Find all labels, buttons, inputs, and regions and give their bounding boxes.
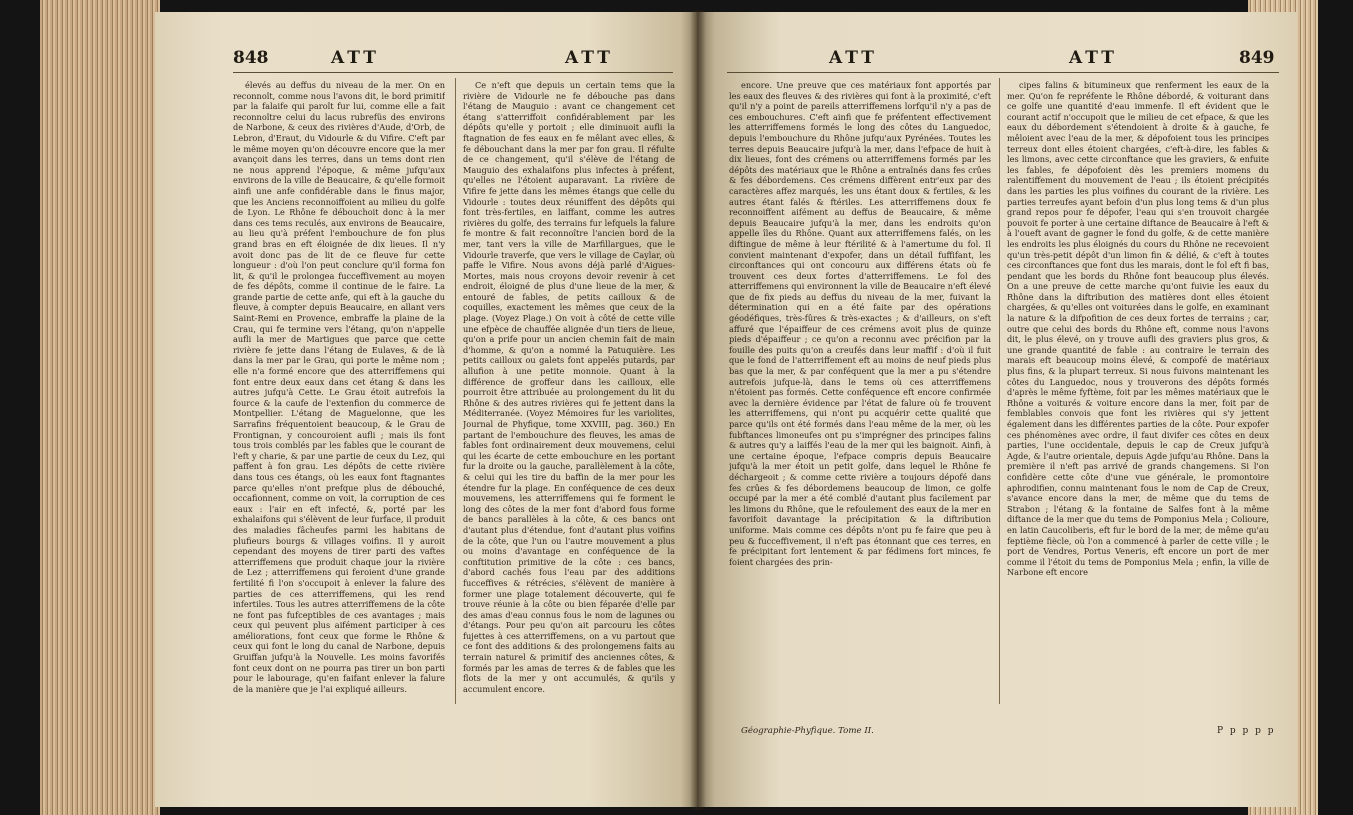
left-column-divider — [455, 78, 456, 704]
right-column-divider — [999, 78, 1000, 704]
left-page-edges — [40, 0, 160, 815]
left-column-1 — [233, 80, 445, 720]
right-page-header-1: ATT — [829, 48, 878, 68]
left-column-2 — [463, 80, 675, 720]
right-column-1 — [729, 80, 991, 720]
right-column-1-text: encore. Une preuve que ces matériaux font apportés par les eaux des fleuves & des rivières qui font à la proximité, c'eft qu'il n'y a point de pareils atterriffemens lorfqu'il n'y a pas de ces embouchures. C'eft ainfi que fe préfentent effectivement les atterriffemens formés le long des côtes du Languedoc, depuis l'embouchure du Rhône jufqu'aux Pyrénées. Toutes les terres depuis Beaucaire jufqu'à la mer, dans l'efpace de huit à dix lieues, font des crémens ou atterriffemens formés par les dépôts des matériaux que le Rhône a entraînés dans fes crûes & fes débordemens. Ces crémens diffèrent entr'eux par des caractères affez marqués, les uns étant doux & fertiles, & les autres étant falés & ftériles. Les atterriffemens doux fe reconnoiffent aifément au deffus de Beaucaire, & même depuis Beaucaire jufqu'à la mer, dans les endroits qu'on appelle îles du Rhône. Quant aux atterriffemens falés, on les diftingue de même à leur ftérilité & à l'amertume du fol. Il convient maintenant d'expofer, dans un détail fuffifant, les circonftances qui ont concouru aux différens états où fe trouvent ces deux fortes d'atterriffemens. Le fol des atterriffemens qui environnent la ville de Beaucaire n'eft élevé que de fix pieds au deffus du niveau de la mer, fuivant la détermination qui en a été faite par des opérations géodéfiques, très-fûres & très-exactes ; & d'ailleurs, on s'eft affuré que l'épaiffeur de ces crémens avoit plus de quinze pieds d'épaiffeur ; ce qu'on a reconnu avec précifion par la fouille des puits qu'on a creufés dans leur maffif : d'où il fuit que le fond de l'atterriffement eft au moins de neuf pieds plus bas que la mer, & par conféquent que la mer a pu s'étendre autrefois jufque-là, dans le tems où ces atterriffemens n'étoient pas formés. Cette conféquence eft encore confirmée avec la dernière évidence par l'état de falure où fe trouvent les atterriffemens, qui n'ont pu acquérir cette qualité que parce qu'ils ont été formés dans l'eau même de la mer, où les fubftances limoneufes ont pu s'imprégner des principes falins & autres qu'y a laiffés l'eau de la mer qui les baignoit. Ainfi, à une certaine époque, l'efpace compris depuis Beaucaire jufqu'à la mer étoit un petit golfe, dans lequel le Rhône fe déchargeoit ; & comme cette rivière a toujours dépofé dans fes crûes & fes débordemens beaucoup de limon, ce golfe occupé par la mer a été comblé d'autant plus facilement par les limons du Rhône, que le refoulement des eaux de la mer en favorifoit davantage la précipitation & la diftribution uniforme. Mais comme ces dépôts n'ont pu fe faire que peu à peu & fucceffivement, il n'eft pas étonnant que ces terres, en fe précipitant fort lentement & par fédimens fort minces, fe foient chargées des prin- — [729, 80, 991, 567]
left-column-1-text: élevés au deffus du niveau de la mer. On en reconnoît, comme nous l'avons dit, le bord primitif par la falaife qui paroît fur lui, comme elle a fait reconnoître celui du lacus rubrefüs des environs de Narbone, & ceux des rivières d'Aude, d'Orb, de Lebron, d'Eraut, du Vidourle & du Vifire. C'eft par le même moyen qu'on découvre encore que la mer avançoit dans les terres, dans un tems dont rien ne nous apprend l'époque, & même jufqu'aux environs de la ville de Beaucaire, & qu'elle formoit ainfi une anfe confidérable dans le finus major, que les Anciens reconnoiffoient au milieu du golfe de Lyon. Le Rhône fe débouchoit donc à la mer dans ces tems reculés, aux environs de Beaucaire, au lieu qu'à préfent l'embouchure de fon plus grand bras en eft éloignée de dix lieues. Il n'y avoit donc pas de lit de ce fleuve fur cette longueur : d'où l'on peut conclure qu'il forma fon lit, & qu'il le prolongea fucceffivement au moyen de fes dépôts, comme il continue de le faire. La grande partie de cette anfe, qui eft à la gauche du fleuve, à compter depuis Beaucaire, en allant vers Saint-Remi en Provence, embraffe la plaine de la Crau, qui fe termine vers l'étang, qu'on n'appelle aufli la mer de Martigues que parce que cette rivière fe jette dans l'étang de Eulaves, & de là dans la mer par le Grau, qui porte le même nom ; elle n'a formé encore que des atterriffemens qui font entre deux eaux dans cet étang & dans les autres jufqu'à Cette. Le Grau étoit autrefois la fource & la caufe de l'extenfion du commerce de Montpellier. L'étang de Maguelonne, que les Sarrafins fréquentoient beaucoup, & le Grau de Frontignan, y concouroient aufli ; mais ils font tous trois comblés par les fables que le courant de l'eft y charie, & par une partie de ceux du Lez, qui paffent à fon grau. Les dépôts de cette rivière dans tous ces étangs, où les eaux font ftagnantes parce qu'elles n'ont prefque plus de débouché, occafionnent, comme on voit, la corruption de ces eaux : l'air en eft infecté, &, porté par les exhalaifons qui s'élèvent de leur furface, il produit des maladies fâcheufes parmi les habitans de plufieurs bourgs & villages voifins. Il y auroit cependant des moyens de tirer parti des vaftes atterriffemens que produit chaque jour la rivière de Lez ; atterriffemens qui feroient d'une grande fertilité fi l'on s'occupoit à enlever la falure des parties de ces atterriffemens, qui les rend infertiles. Tous les autres atterriffemens de la côte ne font pas fufceptibles de ces avantages ; mais ceux qui peuvent plus aifément participer à ces améliorations, font ceux que forme le Rhône & ceux qui font le long du canal de Narbone, depuis Gruiffan jufqu'à la Nouvelle. Les moins favorifés font ceux dont on ne pourra pas tirer un bon parti pour le labourage, qu'en faifant enlever la falure de la manière que je l'ai expliqué ailleurs. — [233, 80, 445, 694]
left-page-header-2: ATT — [565, 48, 614, 68]
left-page — [155, 12, 697, 807]
right-page — [697, 12, 1297, 807]
right-header-rule — [727, 72, 1279, 73]
left-page-number: 848 — [233, 48, 269, 68]
right-column-2-text: cipes falins & bitumineux que renferment les eaux de la mer. Qu'on fe repréfente le Rhône débordé, & voiturant dans ce golfe une quantité d'eau immenfe. Il eft évident que le courant actif n'occupoit que le milieu de cet efpace, & que les eaux du débordement s'étendoient à droite & à gauche, fe mêloient avec l'eau de la mer, & dépofoient tous les principes terreux dont elles étoient chargées, c'eft-à-dire, les fables & les limons, avec cette circonftance que les graviers, & enfuite les fables, fe dépofoient dès les premiers momens du ralentiffement du mouvement de l'eau ; ils étoient précipités dans les parties les plus voifines du courant de la rivière. Les parties terreufes ayant befoin d'un plus long tems & d'un plus grand repos pour fe dépofer, l'eau qui s'en trouvoit chargée pouvoit fe porter à une certaine diftance de Beaucaire à l'eft & à l'oueft avant de gagner le fond du golfe, & de cette manière les endroits les plus éloignés du cours du Rhône ne recevoient qu'un très-petit dépôt d'un limon fin & délié, & c'eft à toutes ces circonftances que font dus les marais, dont le fol eft fi bas, pendant que les bords du Rhône font beaucoup plus élevés. On a une preuve de cette marche qu'ont fuivie les eaux du Rhône dans la diftribution des matières dont elles étoient chargées, & qu'elles ont voiturées dans le golfe, en examinant la nature & la difpofition de ces deux fortes de terrains ; car, outre que celui des bords du Rhône eft, comme nous l'avons dit, le plus élevé, on y trouve aufli des graviers plus gros, & une grande quantité de fable : au contraire le terrain des marais eft beaucoup moins élevé, & compofé de matériaux plus fins, & la plupart terreux. Si nous fuivons maintenant les côtes du Languedoc, nous y trouverons des dépôts formés d'après le même fyftème, foit par les mêmes matériaux que le Rhône a voiturés & voiture encore dans la mer, foit par de femblables convois que font les rivières qui s'y jettent également dans les différentes parties de la côte. Pour expofer ces phénomènes avec ordre, il faut divifer ces côtes en deux parties, l'une occidentale, depuis le cap de Creux jufqu'à Agde, & l'autre orientale, depuis Agde jufqu'au Rhône. Dans la première il n'eft pas arrivé de grands changemens. Si l'on confidère cette côte d'une vue générale, le promontoire aphrodifien, connu maintenant fous le nom de Cap de Creux, s'avance encore dans la mer, de même que du tems de Strabon ; l'étang & la fontaine de Salfes font à la même diftance de la mer que du tems de Pomponius Mela ; Colioure, en latin Caucoliberis, eft fur le bord de la mer, de même qu'au feptième fiècle, où l'on a commencé à parler de cette ville ; le port de Vendres, Portus Veneris, eft encore un port de mer comme il l'étoit du tems de Pomponius Mela ; enfin, la ville de Narbone eft encore — [1007, 80, 1269, 578]
book-gutter — [690, 10, 706, 810]
left-column-2-text: Ce n'eft que depuis un certain tems que la rivière de Vidourle ne fe débouche pas dans l'étang de Mauguio : avant ce changement cet étang s'atterriffoit confidérablement par les dépôts qu'elle y portoit ; elle diminuoit aufli la ftagnation de fes eaux en fe mêlant avec elles, & fe débouchant dans la mer par fon grau. Il réfulte de ce changement, qu'il s'élève de l'étang de Mauguio des exhalaifons plus infectes à préfent, qu'elles ne l'étoient auparavant. La rivière de Vifire fe jette dans les mêmes étangs que celle du Vidourle : toutes deux réuniffent des dépôts qui font très-fertiles, en laiffant, comme les autres rivières du golfe, des terrains fur lefquels la falure fe montre & fait reconnoître l'ancien bord de la mer, tant vers la ville de Marfillargues, que le Vidourle traverfe, que vers le village de Caylar, où paffe le Vifire. Nous avons déjà parlé d'Aigues-Mortes, mais nous croyons devoir revenir à cet endroit, éloigné de plus d'une lieue de la mer, & entouré de fables, de petits cailloux & de coquilles, exactement les mêmes que ceux de la plage. (Voyez Plage.) On voit à côté de cette ville une efpèce de chauffée alignée d'un tiers de lieue, qu'on a prife pour un ancien chemin fait de main d'homme, & qu'on a nommé la Patuquière. Les petits cailloux ou galets font appelés putards, par allufion à une petite monnoie. Quant à la différence de groffeur dans les cailloux, elle pourroit être attribuée au prolongement du lit du Rhône & des autres rivières qui fe jettent dans la Méditerranée. (Voyez Mémoires fur les variolites, Journal de Phyfique, tome XXVIII, pag. 360.) En partant de l'embouchure des fleuves, les amas de fables font ordinairement deux mouvemens, celui qui les écarte de cette embouchure en les portant fur la droite ou la gauche, parallèlement à la côte, & celui qui les tire du baffin de la mer pour les étendre fur la plage. En conféquence de ces deux mouvemens, les atterriffemens qui fe forment le long des côtes de la mer font d'abord fous forme de bancs parallèles à la côte, & ces bancs ont d'autant plus d'étendue, font d'autant plus voifins de la côte, que l'un ou l'autre mouvement a plus ou moins d'avantage en conféquence de la conftitution primitive de la côte : ces bancs, d'abord cachés fous l'eau par des additions fucceffives & rétrécies, s'élèvent de manière à former une plage totalement découverte, qui fe trouve réunie à la côte ou bien féparée d'elle par des amas d'eau connus fous le nom de lagunes ou d'étangs. Pour peu qu'on ait parcouru les côtes fujettes à ces atterriffemens, on a vu partout que ce font des additions & des prolongemens faits au terrain naturel & primitif des anciennes côtes, & formés par les amas de terres & de fables que les flots de la mer y ont accumulés, & qu'ils y accumulent encore. — [463, 80, 675, 694]
signature-mark: P p p p p — [1217, 726, 1276, 736]
right-page-header-2: ATT — [1069, 48, 1118, 68]
right-column-2 — [1007, 80, 1269, 720]
right-page-number: 849 — [1239, 48, 1275, 68]
left-page-header-1: ATT — [331, 48, 380, 68]
left-header-rule — [233, 72, 673, 73]
right-page-footer: Géographie-Phyfique. Tome II. — [741, 726, 874, 736]
